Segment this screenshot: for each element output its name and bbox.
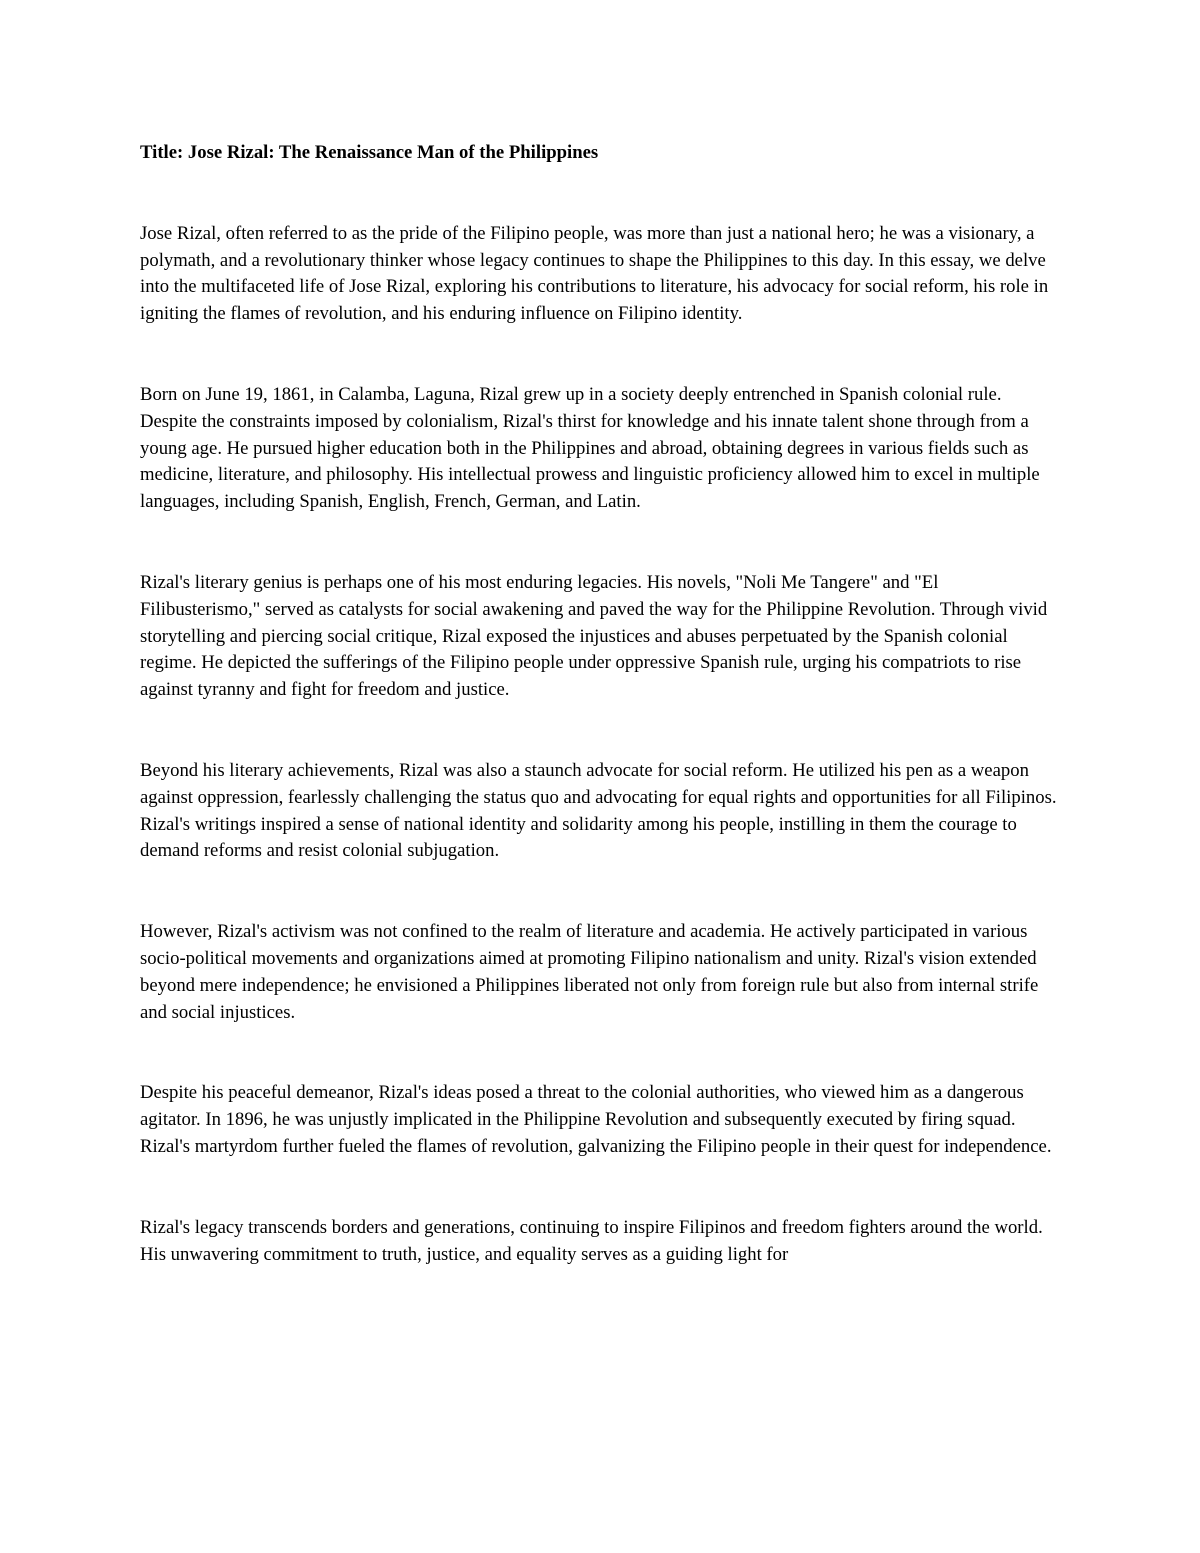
paragraph-introduction: Jose Rizal, often referred to as the pride of the Filipino people, was more than just a national hero; he was a visionary, a polymath, and a revolutionary thinker whose legacy continues to shape the Philippines to this day. In this essay, we delve into the multifaceted life of Jose Rizal, exploring his contributions to literature, his advocacy for social reform, his role in igniting the flames of revolution, and his enduring influence on Filipino identity. <box>140 222 1049 325</box>
paragraph-activism: However, Rizal's activism was not confined to the realm of literature and academia. He actively participated in various socio-political movements and organizations aimed at promoting Filipino nationalism and unity. Rizal's vision extended beyond mere independence; he envisioned a Philippines liberated not only from foreign rule but also from internal strife and social injustices. <box>140 921 1039 1023</box>
document-title: Title: Jose Rizal: The Renaissance Man of the Philippines <box>140 142 599 163</box>
paragraph-legacy: Rizal's legacy transcends borders and generations, continuing to inspire Filipinos and freedom fighters around the world. His unwavering commitment to truth, justice, and equality serves as a guiding light for <box>140 1216 1043 1265</box>
document-body <box>140 140 1060 1268</box>
paragraph-early-life: Born on June 19, 1861, in Calamba, Laguna, Rizal grew up in a society deeply entrenched in Spanish colonial rule. Despite the constraints imposed by colonialism, Rizal's thirst for knowledge and his innate talent shone through from a young age. He pursued higher education both in the Philippines and abroad, obtaining degrees in various fields such as medicine, literature, and philosophy. His intellectual prowess and linguistic proficiency allowed him to excel in multiple languages, including Spanish, English, French, German, and Latin. <box>140 383 1040 513</box>
paragraph-literary-genius: Rizal's literary genius is perhaps one of his most enduring legacies. His novels, "Noli Me Tangere" and "El Filibusterismo," served as catalysts for social awakening and paved the way for the Philippine Revolution. Through vivid storytelling and piercing social critique, Rizal exposed the injustices and abuses perpetuated by the Spanish colonial regime. He depicted the sufferings of the Filipino people under oppressive Spanish rule, urging his compatriots to rise against tyranny and fight for freedom and justice. <box>140 571 1048 701</box>
paragraph-social-reform: Beyond his literary achievements, Rizal was also a staunch advocate for social reform. He utilized his pen as a weapon against oppression, fearlessly challenging the status quo and advocating for equal rights and opportunities for all Filipinos. Rizal's writings inspired a sense of national identity and solidarity among his people, instilling in them the courage to demand reforms and resist colonial subjugation. <box>140 759 1057 862</box>
paragraph-martyrdom: Despite his peaceful demeanor, Rizal's ideas posed a threat to the colonial authorities, who viewed him as a dangerous agitator. In 1896, he was unjustly implicated in the Philippine Revolution and subsequently executed by firing squad. Rizal's martyrdom further fueled the flames of revolution, galvanizing the Filipino people in their quest for independence. <box>140 1082 1052 1157</box>
